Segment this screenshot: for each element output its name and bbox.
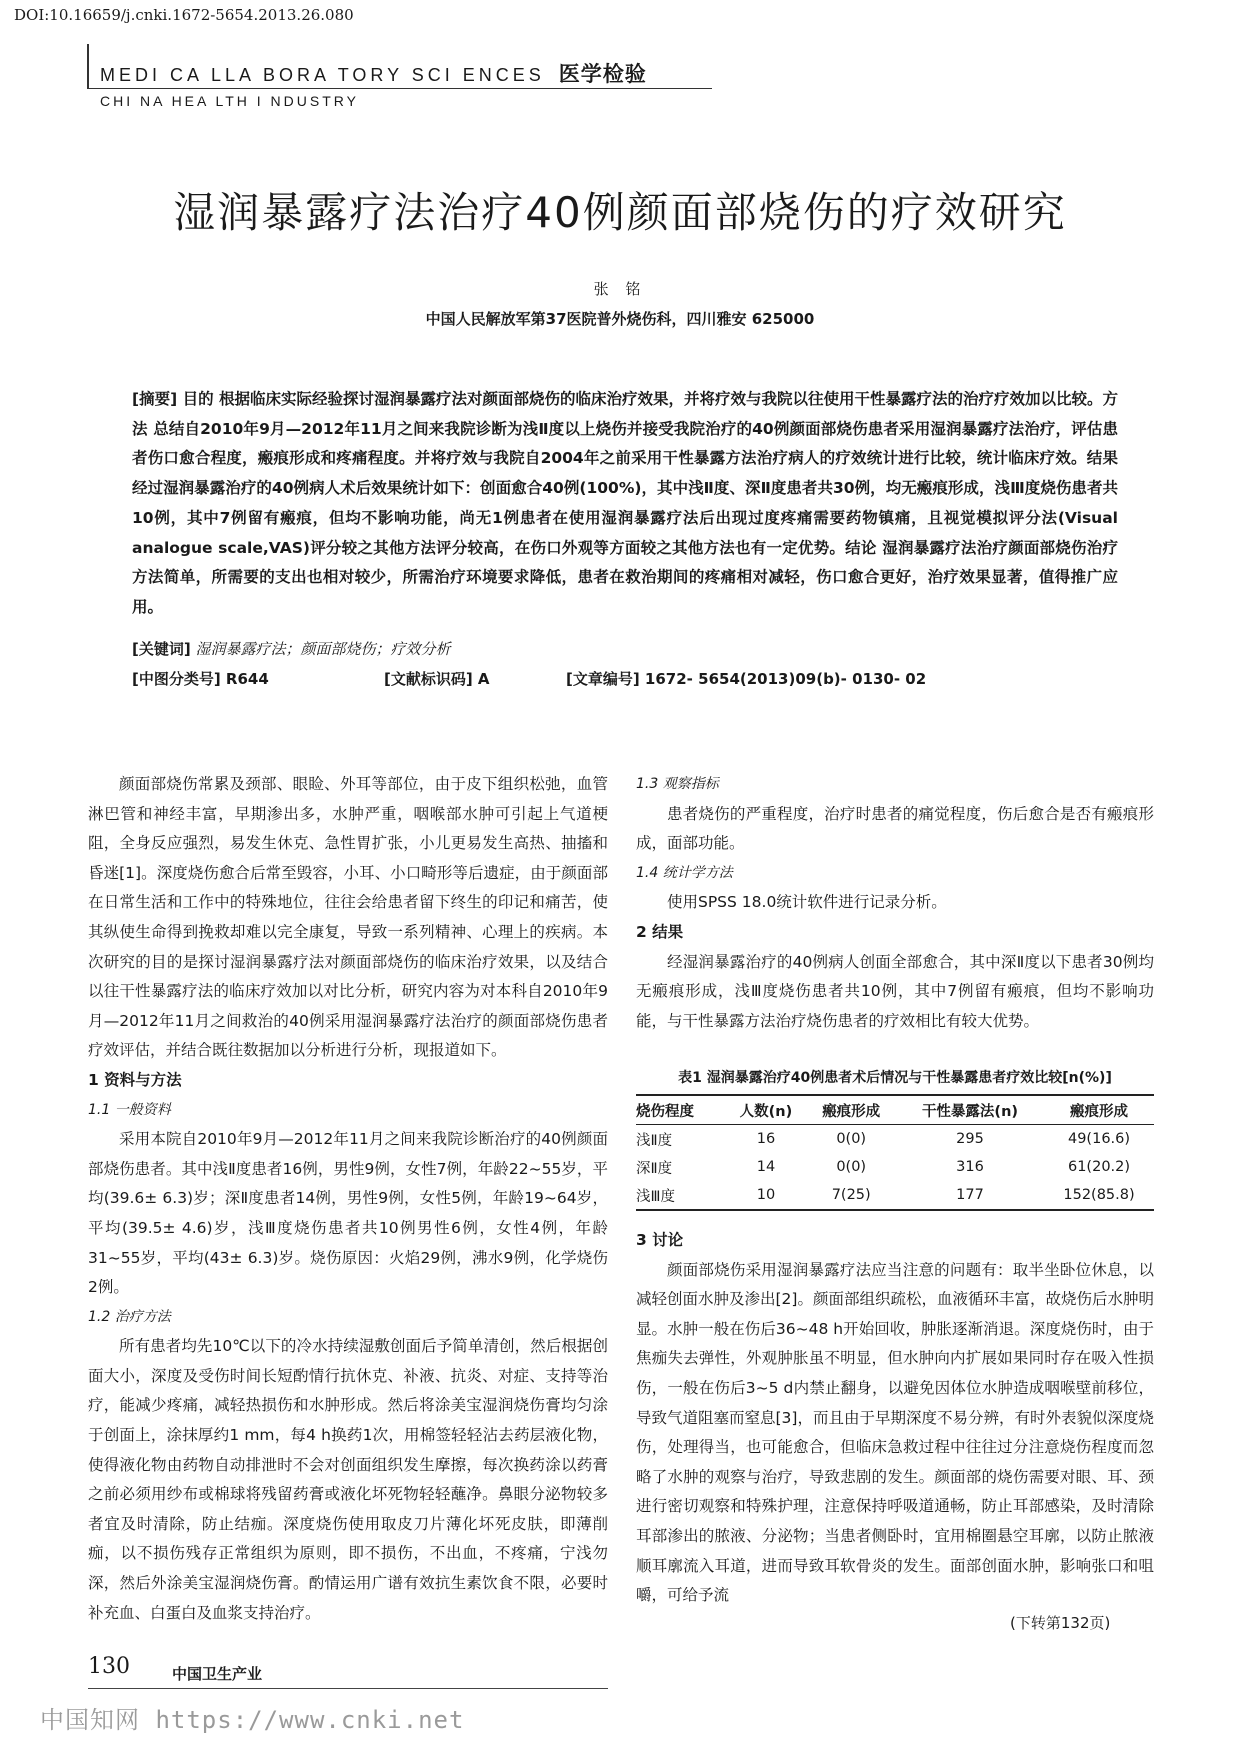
paragraph-1-4: 使用SPSS 18.0统计软件进行记录分析。: [667, 893, 947, 912]
table-header-cell: 瘢痕形成: [1044, 1095, 1154, 1125]
abstract-label: [摘要]: [132, 390, 178, 408]
table-header-cell: 干性暴露法(n): [896, 1095, 1044, 1125]
table-cell: 316: [956, 1159, 984, 1175]
table-cell: 深Ⅱ度: [636, 1160, 673, 1177]
table-row: [636, 1153, 1154, 1181]
table-cell: 16: [756, 1131, 776, 1147]
table-cell: 61(20.2): [1067, 1159, 1131, 1175]
header-bar: [87, 44, 89, 88]
results-table: [636, 1094, 1154, 1211]
paragraph-3: 颜面部烧伤采用湿润暴露疗法应当注意的问题有：取半坐卧位休息，以减轻创面水肿及渗出[2]。颜面部组织疏松，血液循环丰富，故烧伤后水肿明显。水肿一般在伤后36~48 h开始回收，肿胀逐渐消退。深度烧伤时，由于焦痂失去弹性，外观肿胀虽不明显，但水肿向内扩展如果同时存在吸入性损伤，一般在伤后3~5 d内禁止翻身，以避免因体位水肿造成咽喉壁前移位，导致气道阻塞而窒息[3]，而且由于早期深度不易分辨，有时外表貌似深度烧伤，处理得当，也可能愈合，但临床急救过程中往往过分注意烧伤程度而忽略了水肿的观察与治疗，导致悲剧的发生。颜面部的烧伤需要对眼、耳、颈进行密切观察和特殊护理，注意保持呼吸道通畅，防止耳部感染，及时清除耳部渗出的脓液、分泌物；当患者侧卧时，宜用棉圈悬空耳廓，以防止脓液顺耳廓流入耳道，进而导致耳软骨炎的发生。面部创面水肿，影响张口和咀嚼，可给予流: [636, 1260, 1154, 1605]
table-cell: 浅Ⅱ度: [636, 1132, 673, 1149]
footer-rule: [88, 1688, 608, 1689]
table-title: 表1 湿润暴露治疗40例患者术后情况与干性暴露患者疗效比较[n(%)]: [678, 1070, 1112, 1086]
table-header-row: [636, 1095, 1154, 1125]
author: 张 铭: [593, 280, 647, 298]
table-row: [636, 1181, 1154, 1210]
subsection-heading-1-1: 1.1 一般资料: [88, 1101, 171, 1118]
table-cell: 295: [956, 1131, 984, 1147]
page-number: 130: [88, 1654, 130, 1679]
section-heading-2: 2 结果: [636, 922, 684, 941]
table-cell: 152(85.8): [1044, 1181, 1154, 1210]
clc-number: [中图分类号] R644: [132, 670, 269, 688]
journal-section-en: MEDI CA LLA BORA TORY SCI ENCES: [100, 65, 545, 85]
table-cell: 177: [896, 1181, 1044, 1210]
right-column-top: [636, 770, 1154, 1036]
doi: DOI:10.16659/j.cnki.1672-5654.2013.26.080: [14, 6, 354, 24]
journal-name-en: CHI NA HEA LTH I NDUSTRY: [100, 93, 359, 109]
table-cell: 0(0): [836, 1159, 867, 1175]
paragraph-2: 经湿润暴露治疗的40例病人创面全部愈合，其中深Ⅱ度以下患者30例均无瘢痕形成，浅Ⅲ度烧伤患者共10例，其中7例留有瘢痕，但均不影响功能，与干性暴露方法治疗烧伤患者的疗效相比有较大优势。: [636, 952, 1154, 1030]
keywords-text: 湿润暴露疗法；颜面部烧伤；疗效分析: [190, 640, 451, 658]
table-cell: 49(16.6): [1067, 1131, 1131, 1147]
document-code: [文献标识码] A: [384, 670, 490, 688]
section-heading-3: 3 讨论: [636, 1231, 684, 1249]
table-header-cell: 人数(n): [725, 1095, 806, 1125]
right-column-bottom: [636, 1226, 1154, 1611]
footer-journal: 中国卫生产业: [172, 1665, 263, 1683]
paragraph-1-1: 采用本院自2010年9月—2012年11月之间来我院诊断治疗的40例颜面部烧伤患者。其中浅Ⅱ度患者16例，男性9例，女性7例，年龄22~55岁，平均(39.6± 6.3)岁；深Ⅱ度患者14例，男性9例，女性5例，年龄19~64岁，平均(39.5± 4.6)岁，浅Ⅲ度烧伤患者共10例男性6例，女性4例，年龄31~55岁，平均(43± 6.3)岁。烧伤原因：火焰29例，沸水9例，化学烧伤2例。: [88, 1130, 608, 1297]
abstract: [132, 385, 1118, 623]
subsection-heading-1-2: 1.2 治疗方法: [88, 1308, 171, 1325]
table-row: [636, 1125, 1154, 1154]
subsection-heading-1-4: 1.4 统计学方法: [636, 864, 733, 881]
table-cell: 0(0): [836, 1131, 867, 1147]
paragraph-1-3: 患者烧伤的严重程度，治疗时患者的痛觉程度，伤后愈合是否有瘢痕形成，面部功能。: [636, 804, 1154, 853]
table-cell: 7(25): [806, 1181, 895, 1210]
left-column: [88, 770, 608, 1628]
article-title: 湿润暴露疗法治疗40例颜面部烧伤的疗效研究: [173, 188, 1067, 237]
journal-section-cn: 医学检验: [558, 63, 647, 86]
section-heading-1: 1 资料与方法: [88, 1070, 182, 1089]
keywords: [132, 638, 451, 659]
header-rule: [87, 88, 712, 89]
paragraph-1-2: 所有患者均先10℃以下的冷水持续湿敷创面后予简单清创，然后根据创面大小，深度及受伤时间长短酌情行抗休克、补液、抗炎、对症、支持等治疗，能减少疼痛，减轻热损伤和水肿形成。然后将涂美宝湿润烧伤膏均匀涂于创面上，涂抹厚约1 mm，每4 h换药1次，用棉签轻轻沾去药层液化物，使得液化物由药物自动排泄时不会对创面组织发生摩擦，每次换药涂以药膏之前必须用纱布或棉球将残留药膏或液化坏死物轻轻蘸净。鼻眼分泌物较多者宜及时清除，防止结痂。深度烧伤使用取皮刀片薄化坏死皮肤，即薄削痂，以不损伤残存正常组织为原则，即不损伤，不出血，不疼痛，宁浅勿深，然后外涂美宝湿润烧伤膏。酌情运用广谱有效抗生素饮食不限，必要时补充血、白蛋白及血浆支持治疗。: [88, 1337, 608, 1622]
keywords-label: [关键词]: [132, 640, 191, 658]
subsection-heading-1-3: 1.3 观察指标: [636, 776, 719, 792]
continued-note: (下转第132页): [1010, 1614, 1111, 1632]
table-header-cell: 瘢痕形成: [806, 1095, 895, 1125]
affiliation: 中国人民解放军第37医院普外烧伤科，四川雅安 625000: [425, 310, 815, 328]
abstract-text: 目的 根据临床实际经验探讨湿润暴露疗法对颜面部烧伤的临床治疗效果，并将疗效与我院以往使用干性暴露疗法的治疗疗效加以比较。方法 总结自2010年9月—2012年11月之间来我院诊断为浅Ⅱ度以上烧伤并接受我院治疗的40例颜面部烧伤患者采用湿润暴露疗法治疗，评估患者伤口愈合程度，瘢痕形成和疼痛程度。并将疗效与我院自2004年之前采用干性暴露方法治疗病人的疗效统计进行比较，统计临床疗效。结果 经过湿润暴露治疗的40例病人术后效果统计如下：创面愈合40例(100%)，其中浅Ⅱ度、深Ⅱ度患者共30例，均无瘢痕形成，浅Ⅲ度烧伤患者共10例，其中7例留有瘢痕，但均不影响功能，尚无1例患者在使用湿润暴露疗法后出现过度疼痛需要药物镇痛，且视觉模拟评分法(Visual analogue scale,VAS)评分较之其他方法评分较高，在伤口外观等方面较之其他方法也有一定优势。结论 湿润暴露疗法治疗颜面部烧伤治疗方法简单，所需要的支出也相对较少，所需治疗环境要求降低，患者在救治期间的疼痛相对减轻，伤口愈合更好，治疗效果显著，值得推广应用。: [132, 390, 1118, 616]
journal-section-header: [100, 58, 647, 88]
table-cell: 14: [756, 1159, 776, 1175]
intro-paragraph: 颜面部烧伤常累及颈部、眼睑、外耳等部位，由于皮下组织松弛，血管淋巴管和神经丰富，早期渗出多，水肿严重，咽喉部水肿可引起上气道梗阻，全身反应强烈，易发生休克、急性胃扩张，小儿更易发生高热、抽搐和昏迷[1]。深度烧伤愈合后常至毁容，小耳、小口畸形等后遗症，由于颜面部在日常生活和工作中的特殊地位，往往会给患者留下终生的印记和痛苦，使其纵使生命得到挽救却难以完全康复，导致一系列精神、心理上的疾病。本次研究的目的是探讨湿润暴露疗法对颜面部烧伤的临床治疗效果，以及结合以往干性暴露疗法的临床疗效加以对比分析，研究内容为对本科自2010年9月—2012年11月之间救治的40例采用湿润暴露疗法治疗的颜面部烧伤患者疗效评估，并结合既往数据加以分析进行分析，现报道如下。: [88, 775, 608, 1060]
table-header-cell: 烧伤程度: [636, 1095, 725, 1125]
cnki-watermark: 中国知网 https://www.cnki.net: [40, 1706, 465, 1734]
article-number: [文章编号] 1672- 5654(2013)09(b)- 0130- 02: [566, 670, 927, 688]
table-cell: 10: [725, 1181, 806, 1210]
table-cell: 浅Ⅲ度: [636, 1181, 725, 1210]
